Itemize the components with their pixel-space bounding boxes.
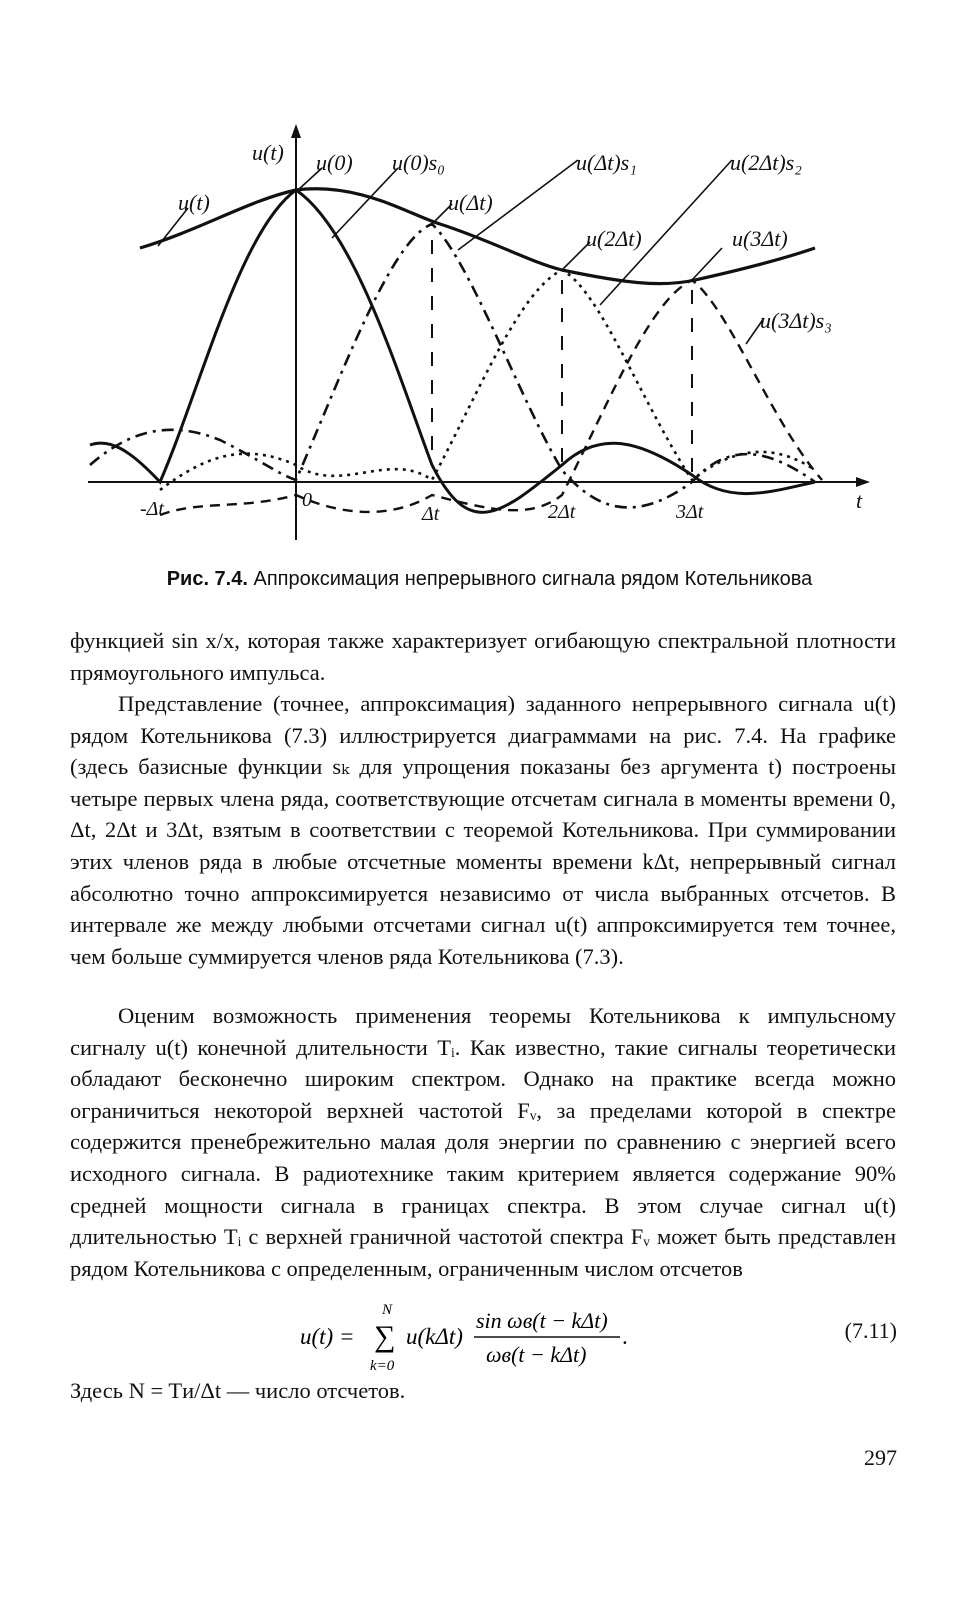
label-u0s0: u(0)s₀ [392, 150, 445, 175]
label-y-axis: u(t) [252, 140, 284, 165]
caption-label: Рис. 7.4. [166, 568, 248, 590]
formula-term: u(kΔt) [406, 1324, 463, 1349]
x-axis-arrow [856, 477, 870, 487]
paragraph-1-text: функцией sin x/x, которая также характеризует огибающую спектральной плотности прямоугольного импульса. [70, 628, 896, 685]
formula-sum-top: N [382, 1302, 393, 1318]
label-u-t: u(t) [178, 190, 210, 215]
formula-end: . [622, 1324, 628, 1349]
paragraph-2 [70, 688, 896, 972]
label-u2dt: u(2Δt) [586, 226, 642, 251]
tick-label-3: 3Δt [676, 501, 704, 523]
label-u3dts3: u(3Δt)s₃ [760, 308, 832, 333]
paragraph-1 [70, 625, 896, 688]
tick-label-2: 2Δt [548, 501, 576, 523]
paragraph-2-text: Представление (точнее, аппроксимация) заданного непрерывного сигнала u(t) рядом Котельникова (7.3) иллюстрируется диаграммами на рис. 7.4. На графике (здесь базисные функции sₖ для упрощения показаны без аргумента t) построены четыре первых члена ряда, соответствующие отсчетам сигнала в моменты времени 0, Δt, 2Δt и 3Δt, взятым в соответствии с теоремой Котельникова. При суммировании этих членов ряда в любые отсчетные моменты времени kΔt, непрерывный сигнал абсолютно точно аппроксимируется независимо от числа выбранных отсчетов. В интервале же между любыми отсчетами сигнал u(t) аппроксимируется тем точнее, чем больше суммируется членов ряда Котельникова (7.3). [70, 691, 896, 969]
page-number: 297 [864, 1445, 897, 1470]
paragraph-3 [70, 1000, 896, 1284]
closing-line: Здесь N = Tи/Δt — число отсчетов. [70, 1378, 406, 1403]
figure-caption [0, 568, 979, 591]
sampling-figure [70, 120, 930, 560]
basis-s0-curve [90, 190, 815, 512]
label-udts1: u(Δt)s₁ [576, 150, 637, 175]
formula-numerator: sin ωв(t − kΔt) [476, 1308, 608, 1333]
y-axis-arrow [291, 124, 301, 138]
tick-label-1: Δt [422, 503, 440, 525]
label-u0: u(0) [316, 150, 353, 175]
paragraph-3-text: Оценим возможность применения теоремы Котельникова к импульсному сигналу u(t) конечной длительности Tᵢ. Как известно, такие сигналы теоретически обладают бесконечно широким спектром. Однако на практике всегда можно ограничиться некоторой верхней частотой Fᵥ, за пределами которой в спектре содержится пренебрежительно малая доля энергии по сравнению с энергией всего исходного сигнала. В радиотехнике таким критерием является содержание 90% средней мощности сигнала в границах спектра. В этом случае сигнал u(t) длительностью Tᵢ с верхней граничной частотой спектра Fᵥ может быть представлен рядом Котельникова с определенным, ограниченным числом отсчетов [70, 1003, 896, 1281]
formula-sum-bottom: k=0 [370, 1358, 395, 1374]
label-u2dts2: u(2Δt)s₂ [730, 150, 802, 175]
equation-number: (7.11) [844, 1318, 897, 1343]
tick-label-0: 0 [302, 489, 312, 511]
formula-7-11 [280, 1298, 900, 1378]
label-udt: u(Δt) [448, 190, 493, 215]
basis-s1-curve [90, 224, 815, 507]
basis-s2-curve [160, 270, 815, 490]
label-x-axis: t [856, 488, 863, 513]
tick-label-m1: -Δt [140, 498, 164, 520]
formula-lhs: u(t) = [300, 1324, 355, 1349]
label-u3dt: u(3Δt) [732, 226, 788, 251]
formula-sum-symbol: ∑ [374, 1320, 396, 1353]
formula-denominator: ωв(t − kΔt) [486, 1342, 587, 1367]
basis-s3-curve [160, 280, 822, 515]
caption-text: Аппроксимация непрерывного сигнала рядом Котельникова [253, 568, 813, 590]
